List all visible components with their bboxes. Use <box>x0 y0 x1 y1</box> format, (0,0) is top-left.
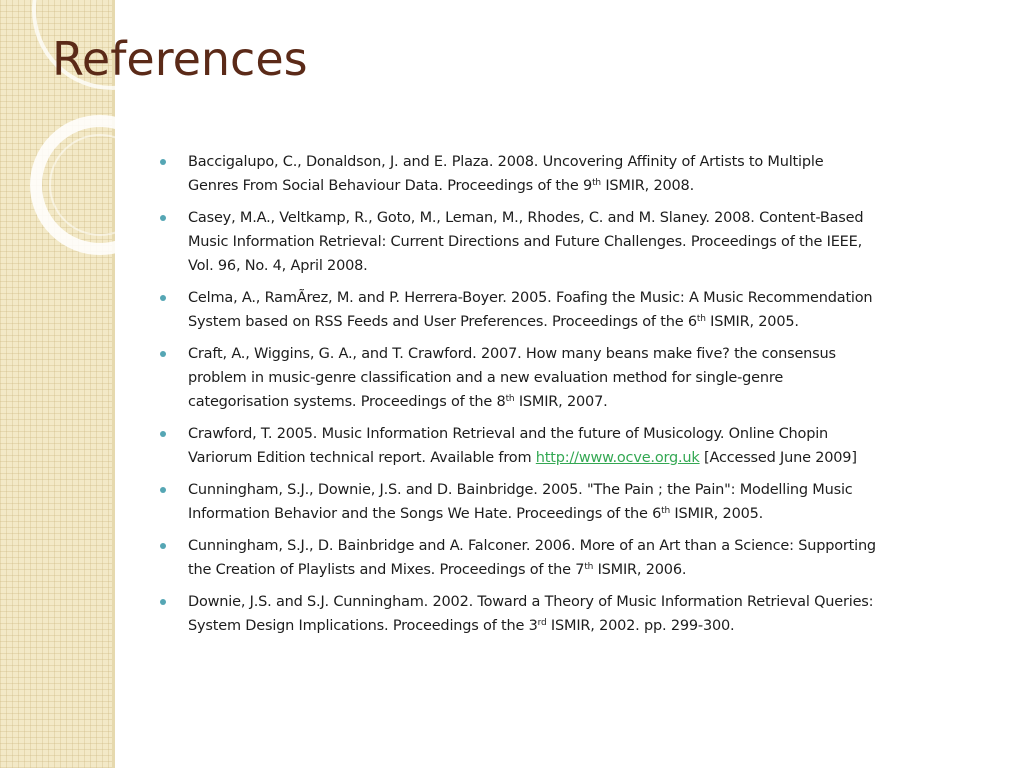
reference-text: categorisation systems. Proceedings of the 8 <box>188 394 506 410</box>
reference-text: System based on RSS Feeds and User Preferences. Proceedings of the 6 <box>188 314 697 330</box>
reference-text: Variorum Edition technical report. Available from <box>188 450 536 466</box>
reference-text: Music Information Retrieval: Current Directions and Future Challenges. Proceedings of the IEEE, <box>188 234 862 250</box>
reference-text: Downie, J.S. and S.J. Cunningham. 2002. Toward a Theory of Music Information Retrieval Queries: <box>188 594 874 610</box>
reference-url-link[interactable]: http://www.ocve.org.uk <box>535 450 700 466</box>
bullet-dot-icon <box>160 599 166 605</box>
reference-text: [Accessed June 2009] <box>699 450 857 466</box>
reference-text: Cunningham, S.J., Downie, J.S. and D. Bainbridge. 2005. "The Pain ; the Pain": Modelling Music <box>188 482 853 498</box>
reference-line <box>188 150 970 174</box>
ordinal-superscript: rd <box>537 618 547 628</box>
reference-text: ISMIR, 2005. <box>705 314 799 330</box>
reference-text: ISMIR, 2006. <box>593 562 687 578</box>
reference-line <box>188 286 970 310</box>
reference-item <box>160 590 970 638</box>
reference-line <box>188 230 970 254</box>
reference-line <box>188 446 970 470</box>
reference-item <box>160 478 970 526</box>
ordinal-superscript: th <box>584 562 594 572</box>
reference-item <box>160 342 970 414</box>
reference-text: Baccigalupo, C., Donaldson, J. and E. Plaza. 2008. Uncovering Affinity of Artists to Multiple <box>188 154 824 170</box>
reference-text: Craft, A., Wiggins, G. A., and T. Crawford. 2007. How many beans make five? the consensus <box>188 346 836 362</box>
reference-text: problem in music-genre classification and a new evaluation method for single-genre <box>188 370 784 386</box>
reference-line <box>188 534 970 558</box>
reference-text: Crawford, T. 2005. Music Information Retrieval and the future of Musicology. Online Chopin <box>188 426 829 442</box>
bullet-dot-icon <box>160 159 166 165</box>
reference-list <box>160 150 970 646</box>
reference-text: ISMIR, 2007. <box>514 394 608 410</box>
reference-line <box>188 342 970 366</box>
ordinal-superscript: th <box>696 314 706 324</box>
reference-item <box>160 206 970 278</box>
reference-text: ISMIR, 2008. <box>600 178 694 194</box>
reference-line <box>188 174 970 198</box>
reference-line <box>188 206 970 230</box>
reference-line <box>188 310 970 334</box>
reference-text: Vol. 96, No. 4, April 2008. <box>188 258 368 274</box>
bullet-dot-icon <box>160 215 166 221</box>
reference-text: Casey, M.A., Veltkamp, R., Goto, M., Leman, M., Rhodes, C. and M. Slaney. 2008. Content-Based <box>188 210 864 226</box>
reference-item <box>160 534 970 582</box>
reference-text: Genres From Social Behaviour Data. Proceedings of the 9 <box>188 178 593 194</box>
reference-text: System Design Implications. Proceedings of the 3 <box>188 618 538 634</box>
reference-item <box>160 286 970 334</box>
bullet-dot-icon <box>160 351 166 357</box>
reference-line <box>188 254 970 278</box>
bullet-dot-icon <box>160 295 166 301</box>
slide-title: References <box>52 32 308 86</box>
reference-text: Celma, A., RamÃrez, M. and P. Herrera-Boyer. 2005. Foafing the Music: A Music Recommendation <box>188 290 873 306</box>
reference-line <box>188 590 970 614</box>
bullet-dot-icon <box>160 431 166 437</box>
ordinal-superscript: th <box>592 178 601 188</box>
reference-line <box>188 478 970 502</box>
reference-line <box>188 422 970 446</box>
ordinal-superscript: th <box>661 506 670 516</box>
reference-item <box>160 422 970 470</box>
reference-line <box>188 390 970 414</box>
reference-line <box>188 614 970 638</box>
bullet-dot-icon <box>160 487 166 493</box>
reference-line <box>188 502 970 526</box>
reference-line <box>188 558 970 582</box>
reference-text: the Creation of Playlists and Mixes. Proceedings of the 7 <box>188 562 585 578</box>
reference-text: Information Behavior and the Songs We Hate. Proceedings of the 6 <box>188 506 662 522</box>
ordinal-superscript: th <box>505 394 515 404</box>
reference-text: ISMIR, 2002. pp. 299-300. <box>546 618 735 634</box>
reference-item <box>160 150 970 198</box>
reference-text: Cunningham, S.J., D. Bainbridge and A. Falconer. 2006. More of an Art than a Science: Supporting <box>188 538 876 554</box>
reference-text: ISMIR, 2005. <box>669 506 764 522</box>
bullet-dot-icon <box>160 543 166 549</box>
reference-line <box>188 366 970 390</box>
